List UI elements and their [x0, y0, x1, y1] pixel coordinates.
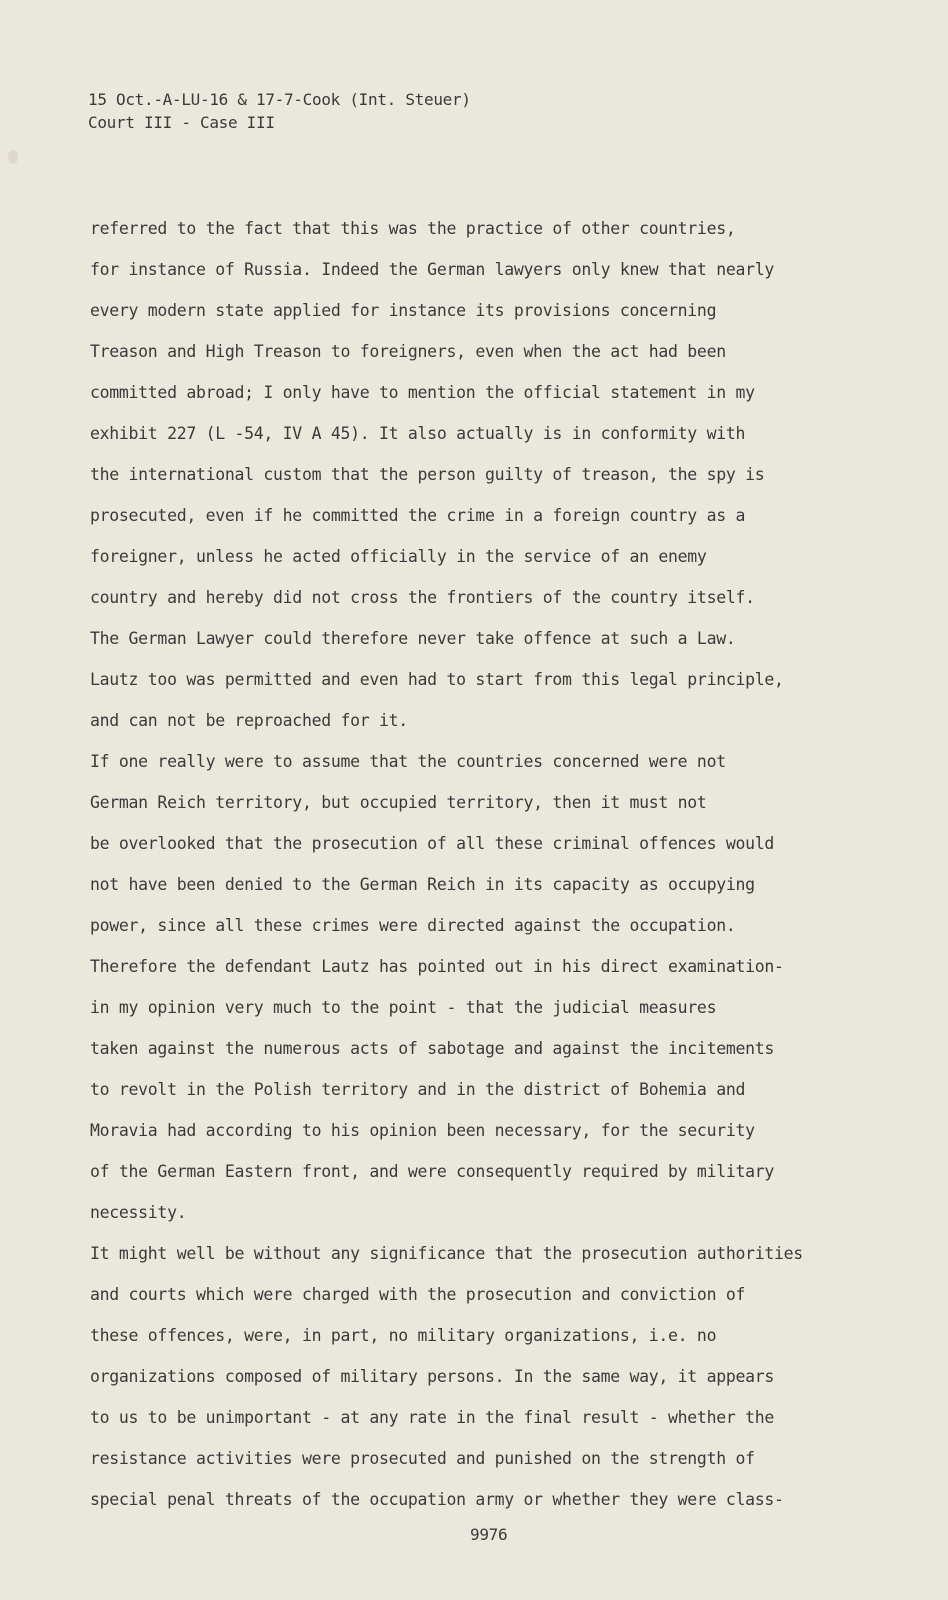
text-line: committed abroad; I only have to mention the official statement in my	[90, 383, 755, 402]
text-line: of the German Eastern front, and were consequently required by military	[90, 1162, 775, 1181]
text-line: every modern state applied for instance its provisions concerning	[90, 301, 717, 320]
page-number: 9976	[470, 1525, 508, 1544]
text-line: German Reich territory, but occupied territory, then it must not	[90, 793, 707, 812]
text-line: these offences, were, in part, no military organizations, i.e. no	[90, 1326, 717, 1345]
text-line: exhibit 227 (L -54, IV A 45). It also actually is in conformity with	[90, 424, 746, 443]
header-court-line: Court III - Case III	[88, 113, 275, 132]
text-line: in my opinion very much to the point - that the judicial measures	[90, 998, 717, 1017]
text-line: and courts which were charged with the prosecution and conviction of	[90, 1285, 746, 1304]
text-line: taken against the numerous acts of sabotage and against the incitements	[90, 1039, 775, 1058]
text-line: necessity.	[90, 1203, 187, 1222]
text-line: It might well be without any significance that the prosecution authorities	[90, 1244, 803, 1263]
text-line: foreigner, unless he acted officially in the service of an enemy	[90, 547, 707, 566]
text-line: prosecuted, even if he committed the crime in a foreign country as a	[90, 506, 746, 525]
body-text	[90, 208, 803, 1520]
text-line: special penal threats of the occupation army or whether they were class-	[90, 1490, 784, 1509]
text-line: resistance activities were prosecuted and punished on the strength of	[90, 1449, 755, 1468]
header-reference-line: 15 Oct.-A-LU-16 & 17-7-Cook (Int. Steuer)	[88, 90, 471, 109]
text-line: The German Lawyer could therefore never take offence at such a Law.	[90, 629, 736, 648]
text-line: Treason and High Treason to foreigners, even when the act had been	[90, 342, 726, 361]
text-line: Therefore the defendant Lautz has pointed out in his direct examination-	[90, 957, 784, 976]
text-line: power, since all these crimes were directed against the occupation.	[90, 916, 736, 935]
text-line: to revolt in the Polish territory and in the district of Bohemia and	[90, 1080, 746, 1099]
text-line: country and hereby did not cross the frontiers of the country itself.	[90, 588, 755, 607]
text-line: the international custom that the person guilty of treason, the spy is	[90, 465, 765, 484]
text-line: and can not be reproached for it.	[90, 711, 408, 730]
text-line: If one really were to assume that the countries concerned were not	[90, 752, 726, 771]
document-header	[88, 88, 471, 134]
text-line: Lautz too was permitted and even had to start from this legal principle,	[90, 670, 784, 689]
paper-stain	[8, 150, 18, 164]
text-line: organizations composed of military persons. In the same way, it appears	[90, 1367, 775, 1386]
text-line: to us to be unimportant - at any rate in the final result - whether the	[90, 1408, 775, 1427]
text-line: be overlooked that the prosecution of all these criminal offences would	[90, 834, 775, 853]
text-line: Moravia had according to his opinion been necessary, for the security	[90, 1121, 755, 1140]
text-line: for instance of Russia. Indeed the German lawyers only knew that nearly	[90, 260, 775, 279]
text-line: referred to the fact that this was the practice of other countries,	[90, 219, 736, 238]
text-line: not have been denied to the German Reich in its capacity as occupying	[90, 875, 755, 894]
